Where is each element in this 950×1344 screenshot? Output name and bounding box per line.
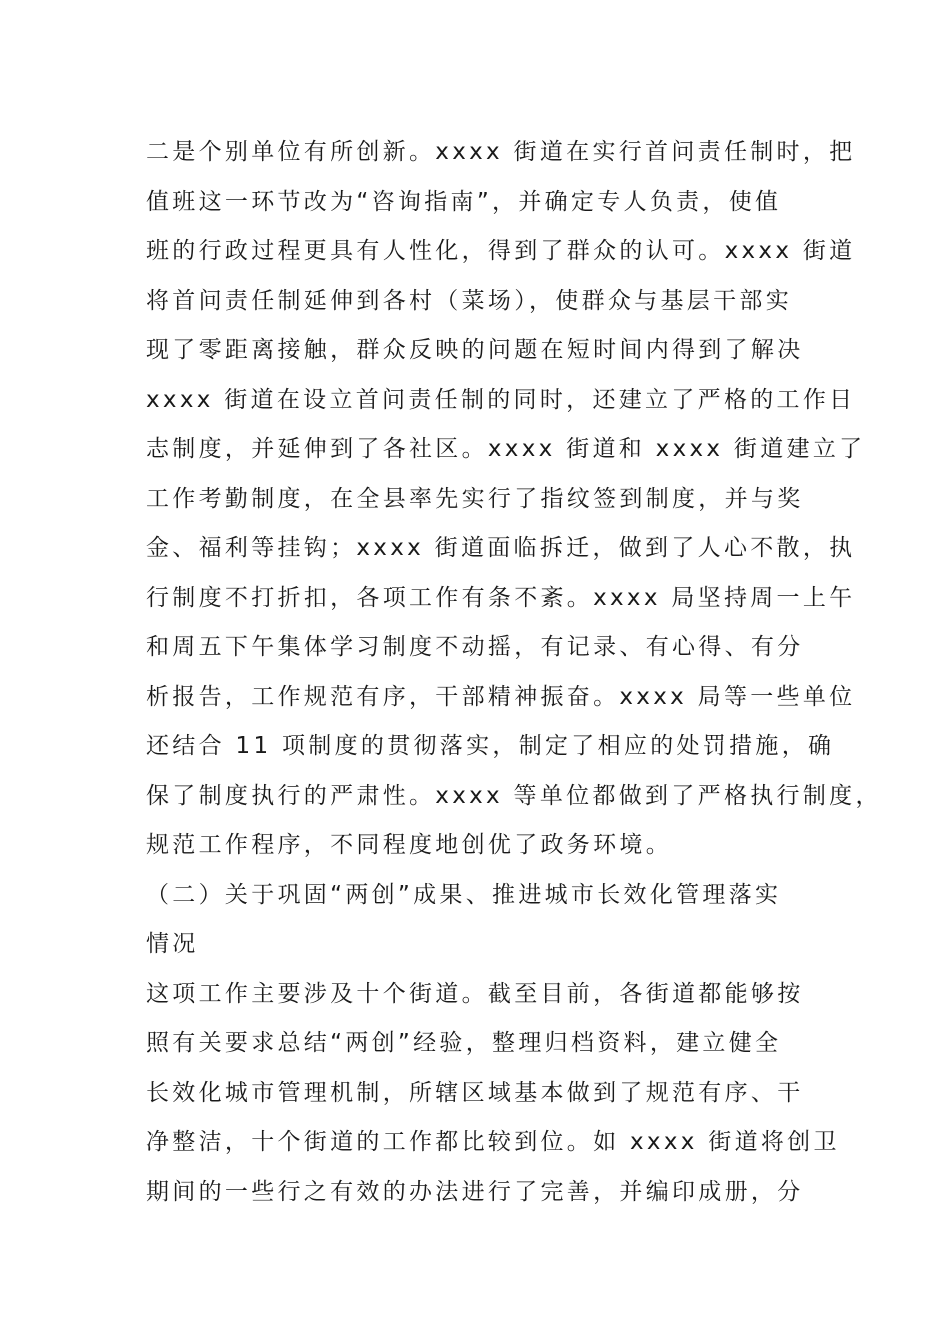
text-line: 长效化城市管理机制，所辖区域基本做到了规范有序、干 bbox=[146, 1079, 804, 1106]
text-line: 志制度，并延伸到了各社区。xxxx 街道和 xxxx 街道建立了 bbox=[146, 436, 866, 462]
text-line: 值班这一环节改为“咨询指南”，并确定专人负责，使值 bbox=[146, 188, 782, 215]
section-heading: （二）关于巩固“两创”成果、推进城市长效化管理落实 bbox=[146, 881, 782, 908]
text-line: 二是个别单位有所创新。xxxx 街道在实行首问责任制时，把 bbox=[146, 139, 856, 165]
section-heading-continued: 情况 bbox=[146, 931, 199, 957]
text-line: 现了零距离接触，群众反映的问题在短时间内得到了解决 bbox=[146, 337, 804, 363]
text-line: 工作考勤制度，在全县率先实行了指纹签到制度，并与奖 bbox=[146, 485, 804, 512]
text-line: xxxx 街道在设立首问责任制的同时，还建立了严格的工作日 bbox=[146, 386, 856, 413]
text-line: 规范工作程序，不同程度地创优了政务环境。 bbox=[146, 832, 672, 858]
text-line: 班的行政过程更具有人性化，得到了群众的认可。xxxx 街道 bbox=[146, 238, 856, 264]
text-line: 金、福利等挂钩；xxxx 街道面临拆迁，做到了人心不散，执 bbox=[146, 535, 856, 561]
text-line: 还结合 11 项制度的贯彻落实，制定了相应的处罚措施，确 bbox=[146, 733, 835, 759]
text-line: 期间的一些行之有效的办法进行了完善，并编印成册，分 bbox=[146, 1178, 804, 1205]
text-line: 净整洁，十个街道的工作都比较到位。如 xxxx 街道将创卫 bbox=[146, 1129, 840, 1155]
text-line: 行制度不打折扣，各项工作有条不紊。xxxx 局坚持周一上午 bbox=[146, 584, 856, 611]
text-line: 保了制度执行的严肃性。xxxx 等单位都做到了严格执行制度， bbox=[146, 782, 882, 809]
text-line: 和周五下午集体学习制度不动摇，有记录、有心得、有分 bbox=[146, 634, 804, 660]
text-line: 析报告，工作规范有序，干部精神振奋。xxxx 局等一些单位 bbox=[146, 683, 856, 710]
text-line: 这项工作主要涉及十个街道。截至目前，各街道都能够按 bbox=[146, 980, 804, 1007]
text-line: 将首问责任制延伸到各村（菜场），使群众与基层干部实 bbox=[146, 287, 792, 314]
body-text bbox=[146, 128, 882, 1217]
text-line: 照有关要求总结“两创”经验，整理归档资料，建立健全 bbox=[146, 1030, 782, 1056]
